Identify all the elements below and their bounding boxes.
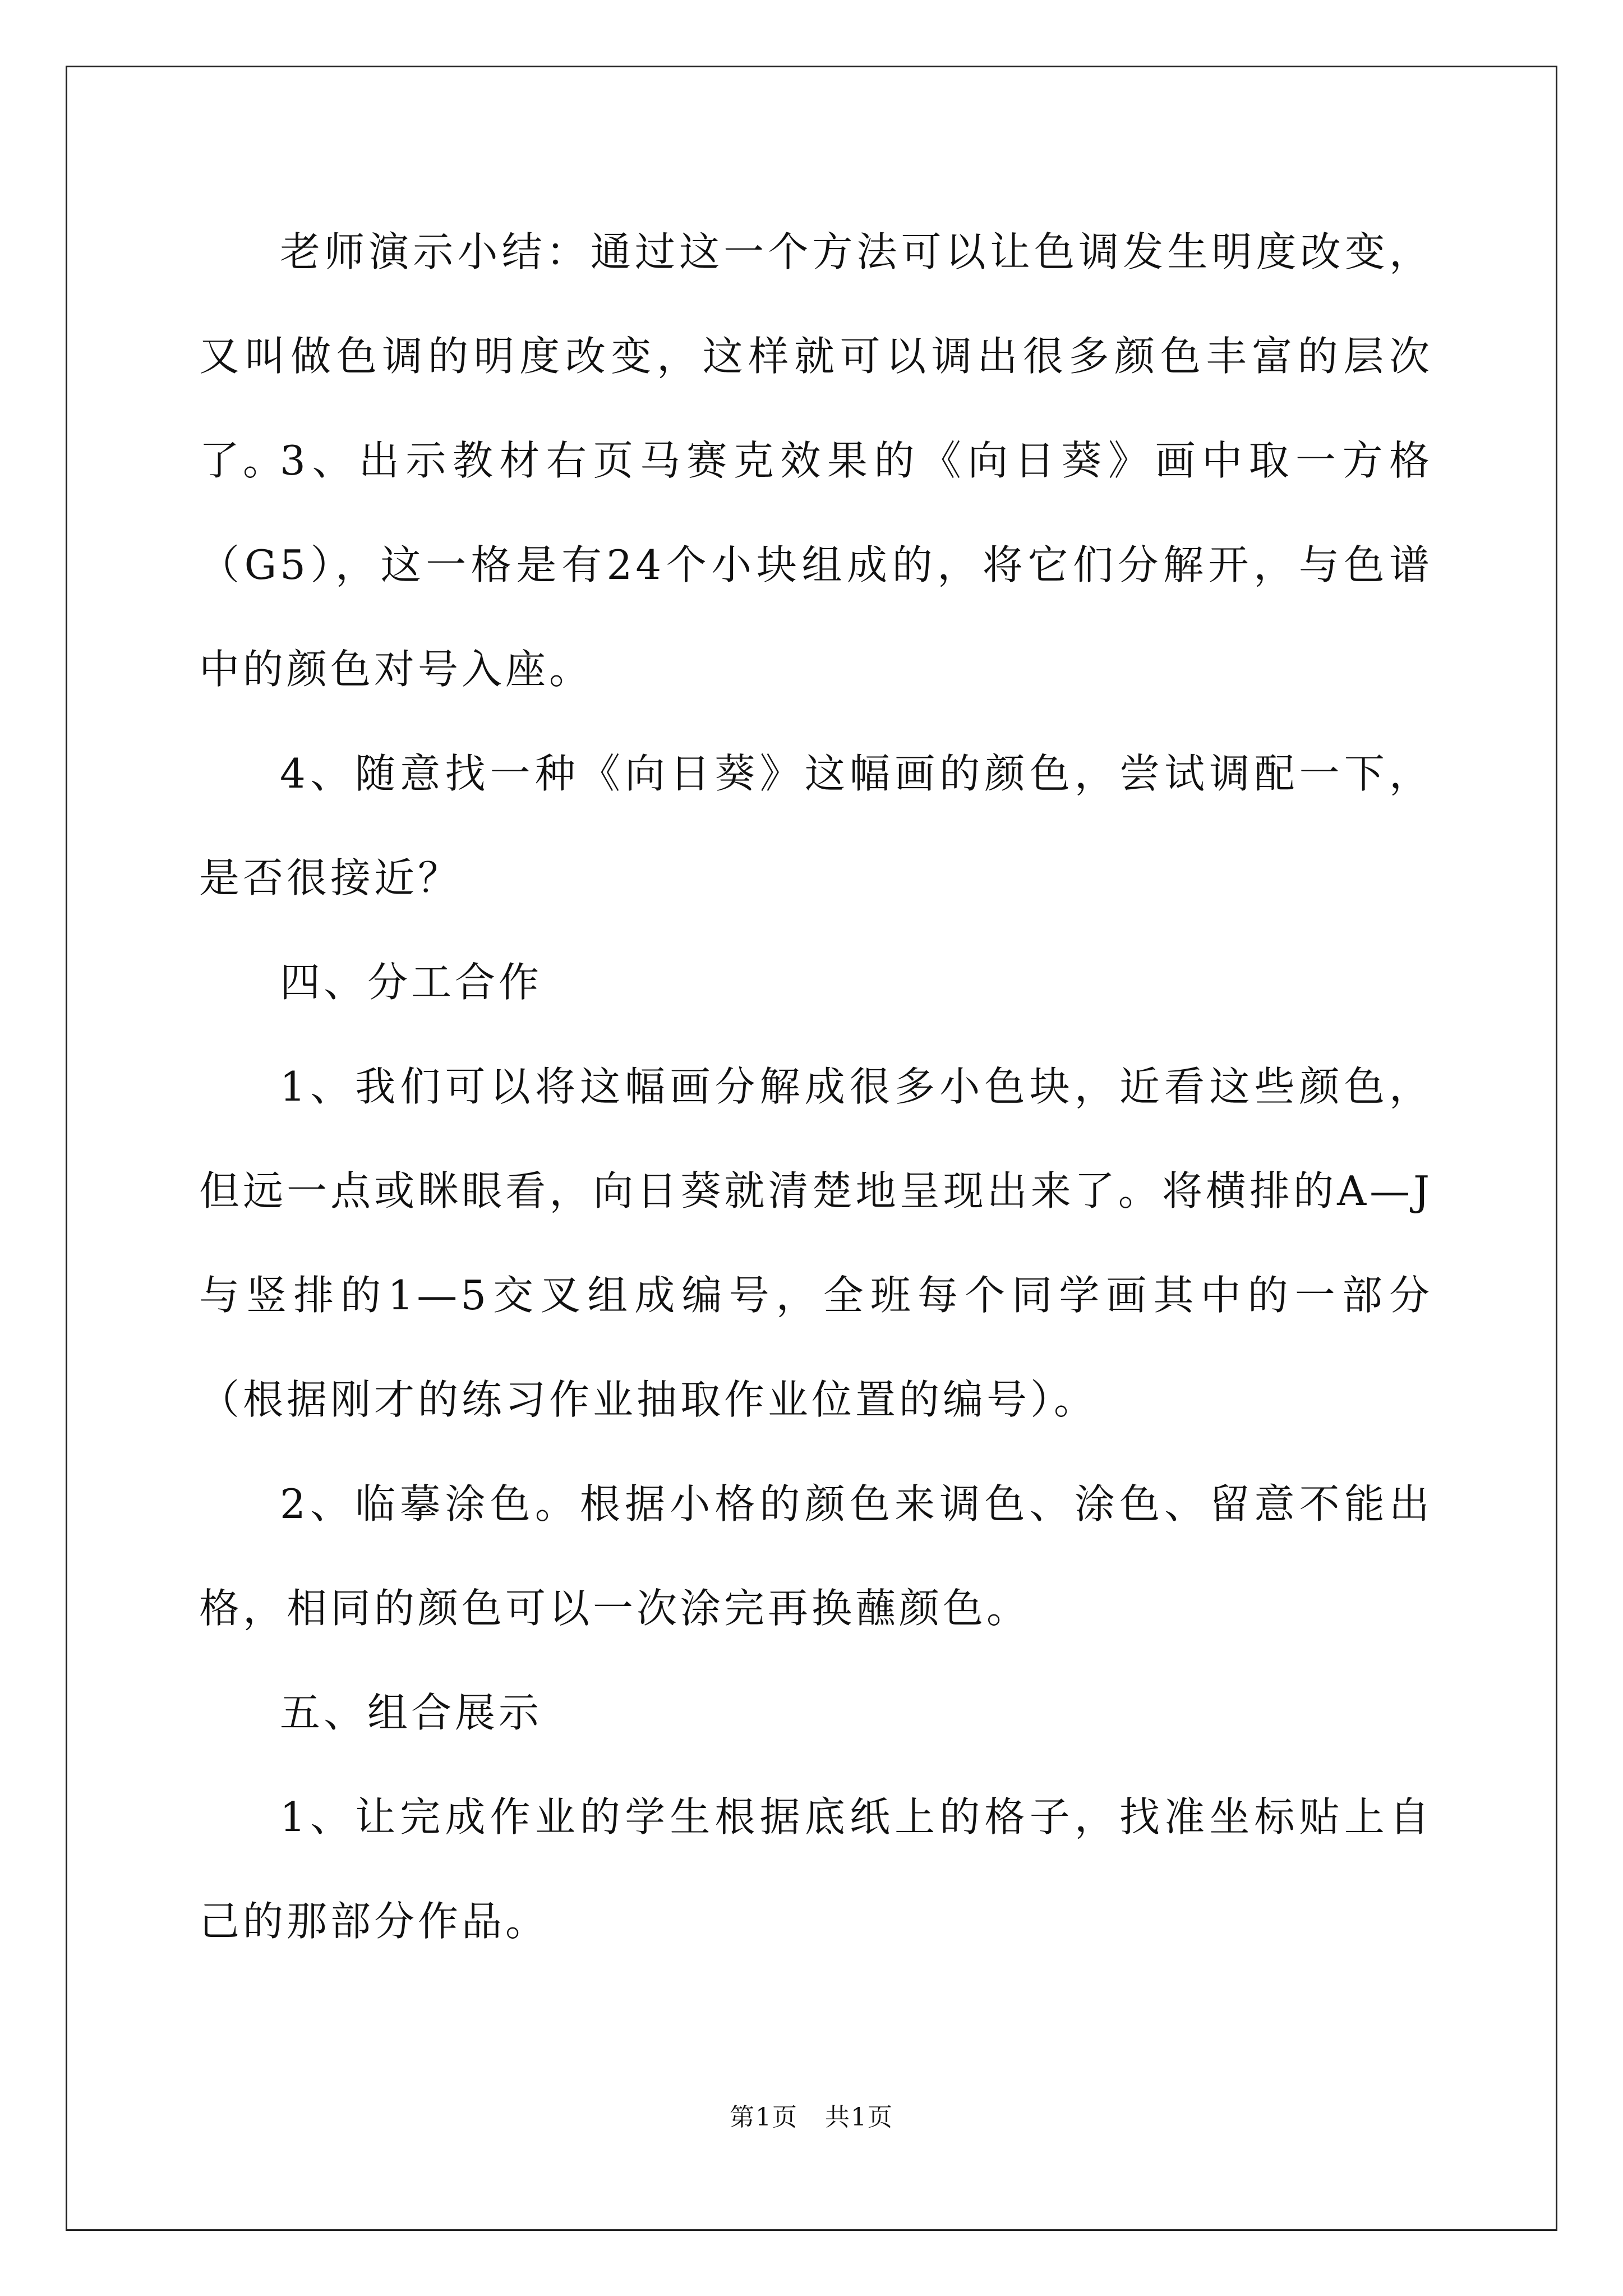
paragraph-display-1: 1、让完成作业的学生根据底纸上的格子，找准坐标贴上自己的那部分作品。 [199,1793,1433,1945]
paragraph-divide-2: 2、临摹涂色。根据小格的颜色来调色、涂色、留意不能出格，相同的颜色可以一次涂完再换蘸颜色。 [199,1480,1433,1632]
section-heading-4: 四、分工合作 [280,959,543,1006]
paragraph-summary: 老师演示小结：通过这一个方法可以让色调发生明度改变，又叫做色调的明度改变，这样就可以调出很多颜色丰富的层次了。 [199,228,1433,484]
paragraph-divide-1: 1、我们可以将这幅画分解成很多小色块，近看这些颜色，但远一点或眯眼看，向日葵就清楚地呈现出来了。将横排的A—J与竖排的1—5交叉组成编号，全班每个同学画其中的一部分（根据刚才的练习作业抽取作业位置的编号）。 [199,1063,1433,1423]
section-heading-5: 五、组合展示 [280,1689,543,1736]
paragraph-step-3: 3、出示教材右页马赛克效果的《向日葵》画中取一方格（G5），这一格是有24个小块组成的，将它们分解开，与色谱中的颜色对号入座。 [199,437,1433,693]
paragraph-step-4: 4、随意找一种《向日葵》这幅画的颜色，尝试调配一下，是否很接近？ [199,750,1433,901]
page-number-footer: 第1页 共1页 [730,2103,893,2132]
